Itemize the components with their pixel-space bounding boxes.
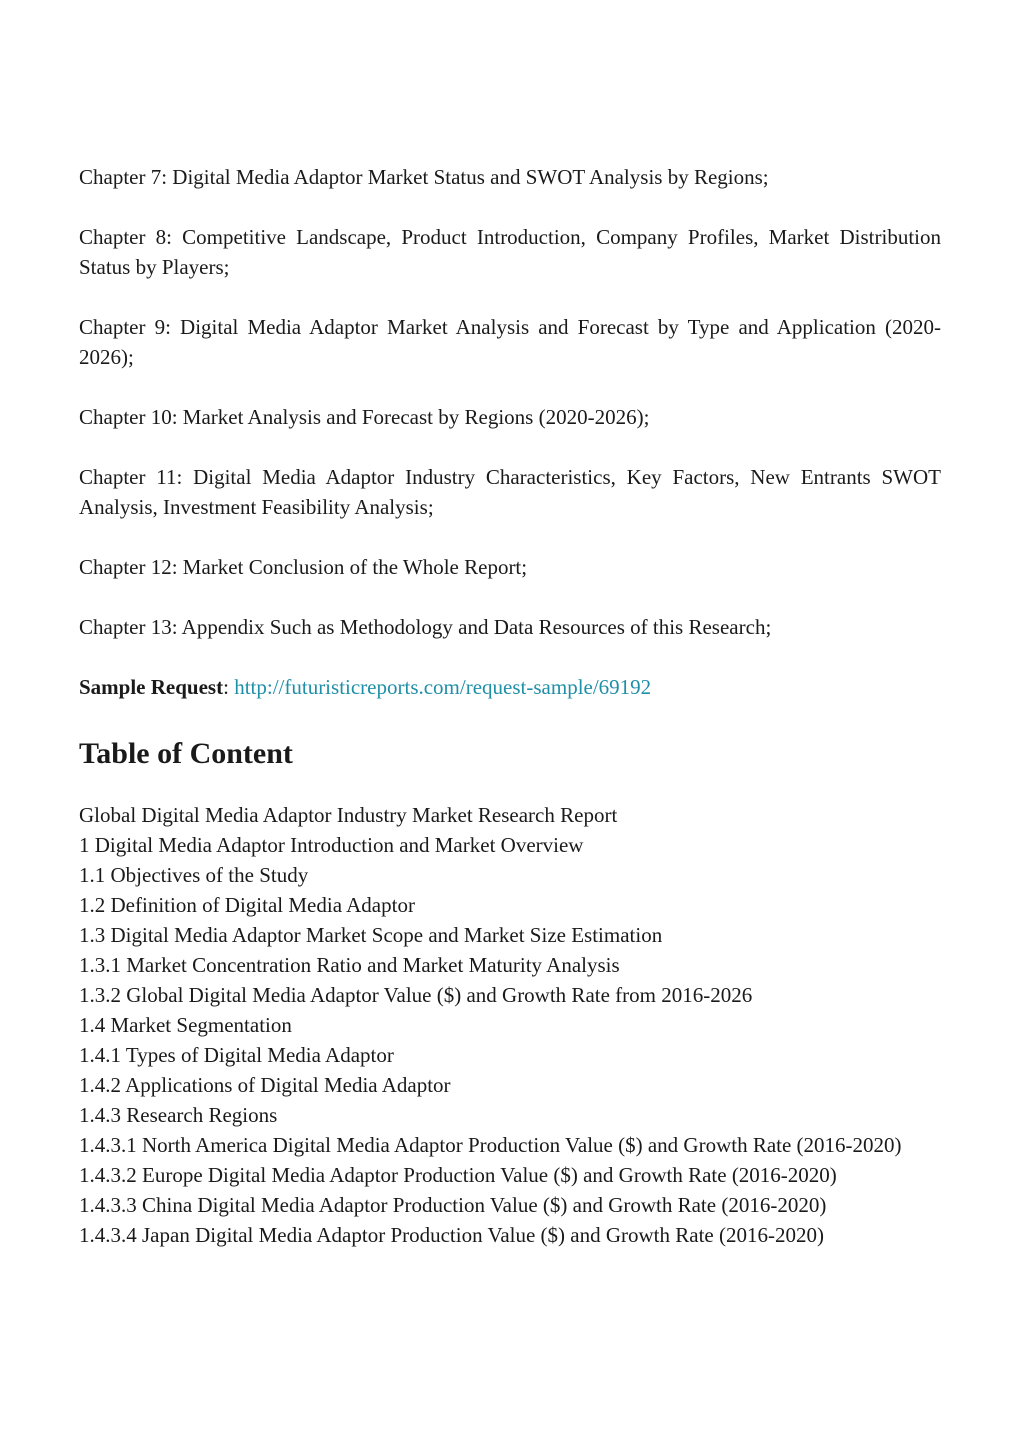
chapter-11-paragraph: Chapter 11: Digital Media Adaptor Industry Characteristics, Key Factors, New Entrants SWOT Analysis, Investment Feasibility Analysis; xyxy=(79,465,941,519)
sample-request-label: Sample Request xyxy=(79,675,224,699)
chapter-9-paragraph: Chapter 9: Digital Media Adaptor Market Analysis and Forecast by Type and Application (2020-2026); xyxy=(79,315,941,369)
toc-item: 1.4.1 Types of Digital Media Adaptor xyxy=(79,1043,394,1067)
chapter-13-paragraph: Chapter 13: Appendix Such as Methodology and Data Resources of this Research; xyxy=(79,615,772,639)
sample-request-line xyxy=(79,672,941,702)
chapter-8-paragraph: Chapter 8: Competitive Landscape, Product Introduction, Company Profiles, Market Distribution Status by Players; xyxy=(79,225,941,279)
toc-item: 1.4.3.1 North America Digital Media Adaptor Production Value ($) and Growth Rate (2016-2020) xyxy=(79,1133,902,1157)
toc-item: 1 Digital Media Adaptor Introduction and Market Overview xyxy=(79,833,584,857)
sample-request-link[interactable]: http://futuristicreports.com/request-sample/69192 xyxy=(234,675,652,699)
toc-item: Global Digital Media Adaptor Industry Market Research Report xyxy=(79,803,618,827)
toc-item: 1.4.2 Applications of Digital Media Adaptor xyxy=(79,1073,451,1097)
chapter-7-paragraph: Chapter 7: Digital Media Adaptor Market Status and SWOT Analysis by Regions; xyxy=(79,165,769,189)
toc-heading: Table of Content xyxy=(79,737,293,770)
toc-item: 1.2 Definition of Digital Media Adaptor xyxy=(79,893,415,917)
toc-item: 1.4.3.3 China Digital Media Adaptor Production Value ($) and Growth Rate (2016-2020) xyxy=(79,1193,827,1217)
chapter-12-paragraph: Chapter 12: Market Conclusion of the Whole Report; xyxy=(79,555,528,579)
toc-list xyxy=(79,800,941,1250)
toc-item: 1.4.3 Research Regions xyxy=(79,1103,278,1127)
chapter-10-paragraph: Chapter 10: Market Analysis and Forecast by Regions (2020-2026); xyxy=(79,405,650,429)
toc-item: 1.4.3.4 Japan Digital Media Adaptor Production Value ($) and Growth Rate (2016-2020) xyxy=(79,1223,824,1247)
toc-item: 1.3.1 Market Concentration Ratio and Market Maturity Analysis xyxy=(79,953,620,977)
toc-item: 1.4 Market Segmentation xyxy=(79,1013,292,1037)
sample-request-separator: : xyxy=(223,675,235,699)
toc-item: 1.4.3.2 Europe Digital Media Adaptor Production Value ($) and Growth Rate (2016-2020) xyxy=(79,1163,837,1187)
toc-item: 1.1 Objectives of the Study xyxy=(79,863,309,887)
toc-item: 1.3 Digital Media Adaptor Market Scope and Market Size Estimation xyxy=(79,923,663,947)
toc-item: 1.3.2 Global Digital Media Adaptor Value ($) and Growth Rate from 2016-2026 xyxy=(79,983,753,1007)
document-page xyxy=(79,162,941,1250)
